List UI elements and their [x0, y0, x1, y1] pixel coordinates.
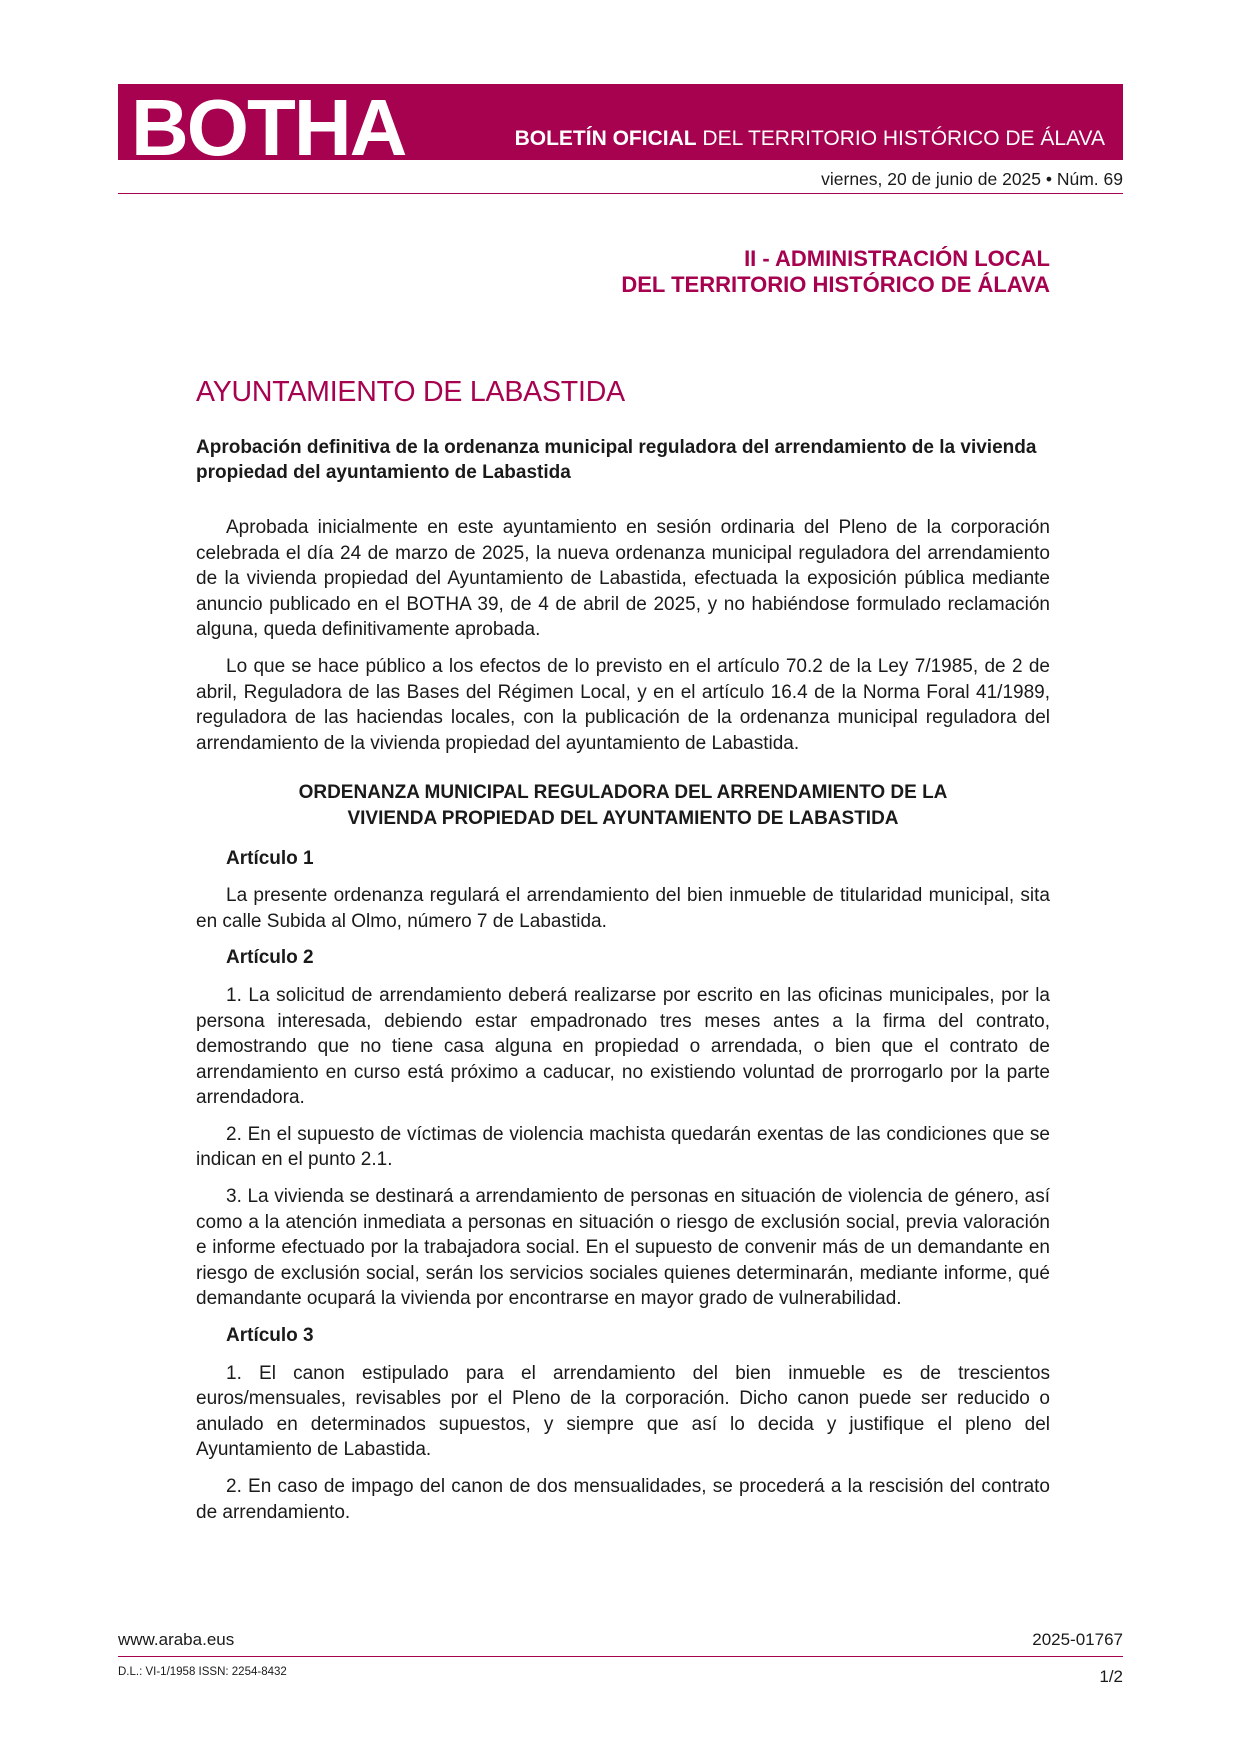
article-heading: Artículo 2 — [226, 947, 314, 969]
footer-divider — [118, 1656, 1123, 1657]
bulletin-title — [515, 127, 1105, 151]
article-heading: Artículo 3 — [226, 1325, 314, 1347]
bulletin-title-bold: BOLETÍN OFICIAL — [514, 127, 697, 150]
article-paragraph: 3. La vivienda se destinará a arrendamiento de personas en situación de violencia de género, así como a la atención inmediata a personas en situación o riesgo de exclusión social, previa valoración e informe efectuado por la trabajadora social. En el supuesto de convenir más de un demandante en riesgo de exclusión social, serán los servicios sociales quienes determinarán, mediante informe, qué demandante ocupará la vivienda por encontrarse en mayor grado de vulnerabilidad. — [196, 1186, 1050, 1310]
footer-legal-deposit: D.L.: VI-1/1958 ISSN: 2254-8432 — [118, 1666, 287, 1678]
section-heading-line-1: II - ADMINISTRACIÓN LOCAL — [744, 246, 1050, 271]
header-band — [118, 83, 1123, 172]
document-body — [196, 515, 1050, 1536]
intro-paragraph: Lo que se hace público a los efectos de lo previsto en el artículo 70.2 de la Ley 7/1985, de 2 de abril, Reguladora de las Bases del Régimen Local, y en el artículo 16.4 de la Norma Foral 41/1989, reguladora de las haciendas locales, con la publicación de la ordenanza municipal reguladora del arrendamiento de la vivienda propiedad del ayuntamiento de Labastida. — [196, 655, 1050, 754]
issue-date-number: viernes, 20 de junio de 2025 • Núm. 69 — [821, 169, 1123, 189]
section-heading-line-2: DEL TERRITORIO HISTÓRICO DE ÁLAVA — [621, 272, 1050, 297]
article-paragraph: 1. El canon estipulado para el arrendamiento del bien inmueble es de trescientos euros/mensuales, revisables por el Pleno de la corporación. Dicho canon puede ser reducido o anulado en determinados supuestos, y siempre que así lo decida y justifique el pleno del Ayuntamiento de Labastida. — [196, 1362, 1050, 1461]
ordinance-title — [196, 780, 1050, 831]
bulletin-title-rest: DEL TERRITORIO HISTÓRICO DE ÁLAVA — [696, 127, 1105, 150]
document-title: Aprobación definitiva de la ordenanza municipal reguladora del arrendamiento de la vivienda propiedad del ayuntamiento de Labastida — [196, 437, 1037, 483]
header-divider — [118, 193, 1123, 194]
article-paragraph: La presente ordenanza regulará el arrendamiento del bien inmueble de titularidad municipal, sita en calle Subida al Olmo, número 7 de Labastida. — [196, 885, 1050, 932]
footer-website-link[interactable]: www.araba.eus — [118, 1630, 235, 1649]
ordinance-title-line-1: ORDENANZA MUNICIPAL REGULADORA DEL ARRENDAMIENTO DE LA — [298, 782, 948, 804]
ordinance-title-line-2: VIVIENDA PROPIEDAD DEL AYUNTAMIENTO DE LABASTIDA — [347, 807, 899, 829]
article-heading: Artículo 1 — [226, 847, 314, 869]
intro-paragraph: Aprobada inicialmente en este ayuntamiento en sesión ordinaria del Pleno de la corporación celebrada el día 24 de marzo de 2025, la nueva ordenanza municipal reguladora del arrendamiento de la vivienda propiedad del Ayuntamiento de Labastida, efectuada la exposición pública mediante anuncio publicado en el BOTHA 39, de 4 de abril de 2025, y no habiéndose formulado reclamación alguna, queda definitivamente aprobada. — [196, 517, 1050, 641]
article-paragraph: 2. En el supuesto de víctimas de violencia machista quedarán exentas de las condiciones que se indican en el punto 2.1. — [196, 1123, 1050, 1171]
botha-logo: BOTHA — [131, 83, 406, 172]
section-heading — [621, 246, 1050, 298]
footer-document-code: 2025-01767 — [1032, 1630, 1123, 1649]
organization-name: AYUNTAMIENTO DE LABASTIDA — [196, 376, 625, 408]
page-number: 1/2 — [1099, 1667, 1123, 1686]
article-paragraph: 2. En caso de impago del canon de dos mensualidades, se procederá a la rescisión del contrato de arrendamiento. — [196, 1476, 1050, 1523]
article-paragraph: 1. La solicitud de arrendamiento deberá realizarse por escrito en las oficinas municipales, por la persona interesada, debiendo estar empadronado tres meses antes a la firma del contrato, demostrando que no tiene casa alguna en propiedad o arrendada, o bien que el contrato de arrendamiento en curso está próximo a caducar, no existiendo voluntad de prorrogarlo por la parte arrendadora. — [196, 984, 1050, 1109]
